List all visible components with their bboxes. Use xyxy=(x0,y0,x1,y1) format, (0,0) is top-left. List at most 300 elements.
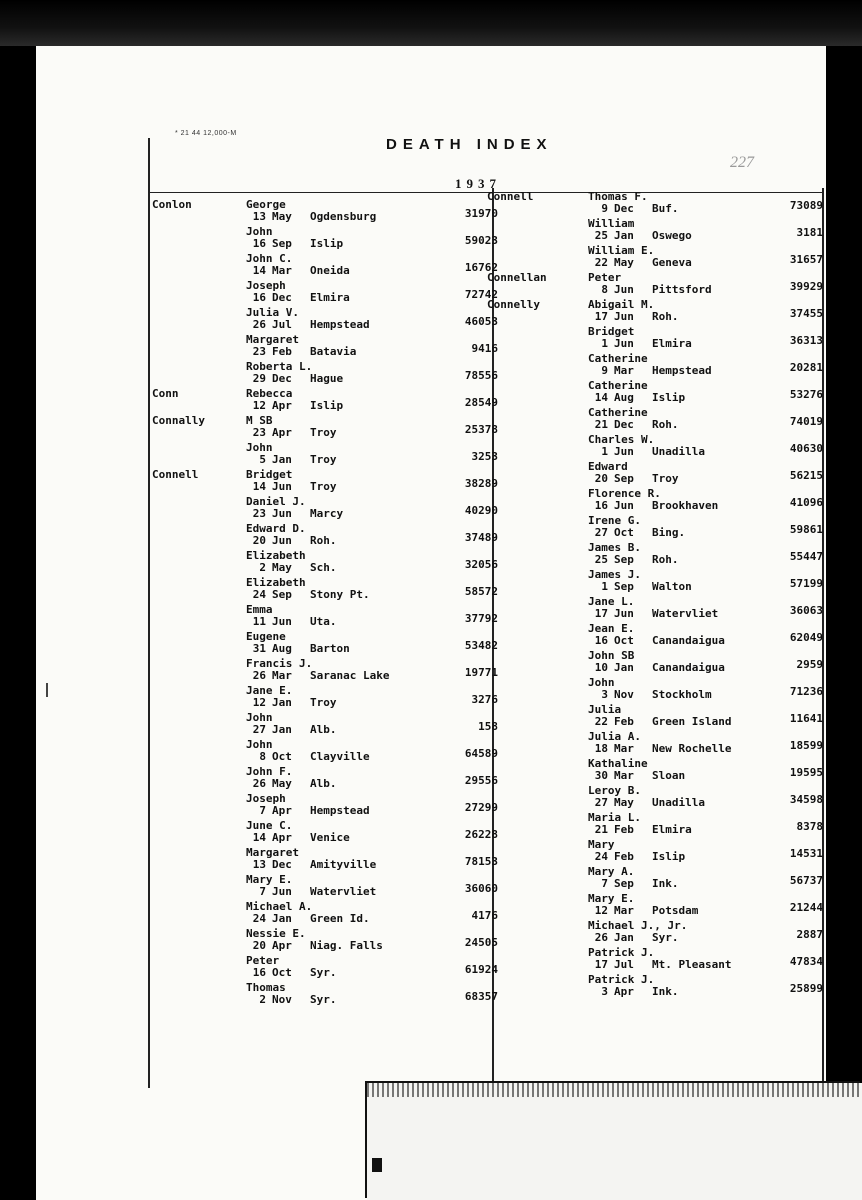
death-month: Mar xyxy=(614,742,634,755)
death-day: 13 xyxy=(252,858,266,871)
given-name: John C. xyxy=(246,252,293,265)
death-day: 21 xyxy=(594,418,608,431)
certificate-number: 64589 xyxy=(464,747,498,760)
index-entry xyxy=(152,468,498,495)
death-place: Oneida xyxy=(310,264,350,277)
death-month: Mar xyxy=(614,364,634,377)
given-name: John F. xyxy=(246,765,293,778)
given-name: Joseph xyxy=(246,279,286,292)
given-name: Thomas F. xyxy=(588,190,648,203)
index-entry xyxy=(152,711,498,738)
given-name: Thomas xyxy=(246,981,286,994)
index-entry xyxy=(487,946,827,973)
given-name: Nessie E. xyxy=(246,927,306,940)
index-entry xyxy=(152,414,498,441)
death-detail xyxy=(592,310,679,323)
death-day: 13 xyxy=(252,210,266,223)
death-day: 16 xyxy=(252,966,266,979)
index-entry xyxy=(487,892,827,919)
death-place: Islip xyxy=(652,391,686,404)
certificate-number: 19595 xyxy=(789,766,823,779)
death-day: 1 xyxy=(601,337,608,350)
death-day: 20 xyxy=(594,472,608,485)
certificate-number: 57199 xyxy=(789,577,823,590)
death-detail xyxy=(250,750,370,763)
death-day: 27 xyxy=(594,796,608,809)
given-name: Rebecca xyxy=(246,387,293,400)
given-name: Margaret xyxy=(246,333,299,346)
certificate-number: 2959 xyxy=(796,658,823,671)
death-month: Feb xyxy=(614,850,634,863)
index-entry xyxy=(487,190,827,217)
death-detail xyxy=(592,931,679,944)
death-place: Sloan xyxy=(652,769,686,782)
death-detail xyxy=(592,472,679,485)
left-column xyxy=(152,198,498,1008)
death-detail xyxy=(592,688,712,701)
death-day: 20 xyxy=(252,534,266,547)
death-day: 2 xyxy=(259,561,266,574)
death-day: 14 xyxy=(252,831,266,844)
death-month: Jun xyxy=(614,283,634,296)
death-detail xyxy=(250,885,376,898)
index-entry xyxy=(152,846,498,873)
death-day: 22 xyxy=(594,256,608,269)
death-place: Hempstead xyxy=(310,318,370,331)
death-place: Mt. Pleasant xyxy=(652,958,732,971)
given-name: Michael A. xyxy=(246,900,313,913)
death-detail xyxy=(592,364,712,377)
given-name: Maria L. xyxy=(588,811,641,824)
given-name: John xyxy=(246,225,273,238)
certificate-number: 61924 xyxy=(464,963,498,976)
given-name: Francis J. xyxy=(246,657,313,670)
death-place: Elmira xyxy=(652,337,692,350)
death-detail xyxy=(250,210,376,223)
certificate-number: 78556 xyxy=(464,369,498,382)
certificate-number: 71236 xyxy=(789,685,823,698)
page-number: 227 xyxy=(730,154,754,171)
death-place: Unadilla xyxy=(652,796,705,809)
certificate-number: 31657 xyxy=(789,253,823,266)
death-place: Canandaigua xyxy=(652,661,725,674)
index-entry xyxy=(152,819,498,846)
death-place: Syr. xyxy=(310,966,337,979)
death-place: Marcy xyxy=(310,507,344,520)
index-entry xyxy=(152,387,498,414)
death-place: Walton xyxy=(652,580,692,593)
death-month: Mar xyxy=(614,769,634,782)
death-place: Stockholm xyxy=(652,688,712,701)
death-place: Islip xyxy=(310,399,344,412)
death-day: 7 xyxy=(259,885,266,898)
death-month: Nov xyxy=(614,688,634,701)
index-entry xyxy=(487,973,827,1000)
given-name: Catherine xyxy=(588,379,648,392)
death-detail xyxy=(250,939,383,952)
death-detail xyxy=(592,715,731,728)
death-detail xyxy=(592,526,685,539)
given-name: Mary E. xyxy=(246,873,293,886)
death-detail xyxy=(250,912,370,925)
index-entry xyxy=(152,252,498,279)
death-month: Feb xyxy=(614,715,634,728)
certificate-number: 46053 xyxy=(464,315,498,328)
overlapping-paper-edge xyxy=(367,1083,862,1097)
death-detail xyxy=(592,985,679,998)
given-name: Roberta L. xyxy=(246,360,313,373)
death-place: Saranac Lake xyxy=(310,669,390,682)
death-day: 24 xyxy=(252,912,266,925)
death-day: 23 xyxy=(252,345,266,358)
death-detail xyxy=(592,283,712,296)
death-month: Oct xyxy=(272,966,292,979)
death-place: Green Island xyxy=(652,715,732,728)
given-name: Elizabeth xyxy=(246,576,306,589)
given-name: Jane L. xyxy=(588,595,635,608)
death-day: 27 xyxy=(594,526,608,539)
index-entry xyxy=(487,703,827,730)
given-name: M SB xyxy=(246,414,273,427)
death-day: 29 xyxy=(252,372,266,385)
certificate-number: 36060 xyxy=(464,882,498,895)
death-place: Hempstead xyxy=(310,804,370,817)
death-day: 16 xyxy=(252,237,266,250)
death-month: Sep xyxy=(614,472,634,485)
death-day: 16 xyxy=(594,499,608,512)
death-detail xyxy=(592,769,685,782)
death-month: Jul xyxy=(614,958,634,971)
given-name: Kathaline xyxy=(588,757,648,770)
index-entry xyxy=(487,406,827,433)
death-day: 25 xyxy=(594,229,608,242)
index-entry xyxy=(487,811,827,838)
given-name: Elizabeth xyxy=(246,549,306,562)
death-day: 12 xyxy=(594,904,608,917)
death-detail xyxy=(250,966,337,979)
death-month: Sep xyxy=(272,237,292,250)
death-day: 12 xyxy=(252,399,266,412)
certificate-number: 36063 xyxy=(789,604,823,617)
death-month: Jun xyxy=(614,499,634,512)
index-entry xyxy=(487,541,827,568)
given-name: Emma xyxy=(246,603,273,616)
index-entry xyxy=(152,495,498,522)
form-code: * 21 44 12,000-M xyxy=(175,130,237,137)
index-entry xyxy=(487,676,827,703)
death-day: 12 xyxy=(252,696,266,709)
death-month: Jun xyxy=(272,534,292,547)
death-month: Nov xyxy=(272,993,292,1006)
given-name: George xyxy=(246,198,286,211)
death-place: Troy xyxy=(310,453,337,466)
death-day: 25 xyxy=(594,553,608,566)
certificate-number: 53482 xyxy=(464,639,498,652)
given-name: Patrick J. xyxy=(588,973,655,986)
given-name: Patrick J. xyxy=(588,946,655,959)
given-name: Leroy B. xyxy=(588,784,641,797)
death-month: Jul xyxy=(272,318,292,331)
given-name: Julia A. xyxy=(588,730,641,743)
death-month: Apr xyxy=(272,831,292,844)
death-place: Roh. xyxy=(652,418,679,431)
certificate-number: 37489 xyxy=(464,531,498,544)
death-place: Islip xyxy=(310,237,344,250)
certificate-number: 20281 xyxy=(789,361,823,374)
given-name: Joseph xyxy=(246,792,286,805)
index-entry xyxy=(487,784,827,811)
certificate-number: 3181 xyxy=(796,226,823,239)
death-day: 1 xyxy=(601,445,608,458)
surname: Conlon xyxy=(152,198,192,211)
death-detail xyxy=(250,831,350,844)
index-entry xyxy=(152,657,498,684)
index-entry xyxy=(487,244,827,271)
certificate-number: 158 xyxy=(478,720,498,733)
given-name: John SB xyxy=(588,649,635,662)
scan-top-border xyxy=(0,0,862,46)
death-month: Dec xyxy=(272,372,292,385)
death-day: 8 xyxy=(259,750,266,763)
certificate-number: 32056 xyxy=(464,558,498,571)
index-entry xyxy=(487,379,827,406)
death-detail xyxy=(592,256,692,269)
death-month: Mar xyxy=(272,669,292,682)
certificate-number: 19771 xyxy=(464,666,498,679)
death-day: 26 xyxy=(252,669,266,682)
given-name: Margaret xyxy=(246,846,299,859)
index-entry xyxy=(487,514,827,541)
death-month: Jun xyxy=(614,607,634,620)
certificate-number: 78153 xyxy=(464,855,498,868)
death-place: Troy xyxy=(652,472,679,485)
death-month: May xyxy=(272,210,292,223)
certificate-number: 68357 xyxy=(464,990,498,1003)
certificate-number: 25378 xyxy=(464,423,498,436)
given-name: Julia V. xyxy=(246,306,299,319)
death-detail xyxy=(592,823,692,836)
death-place: Venice xyxy=(310,831,350,844)
given-name: Irene G. xyxy=(588,514,641,527)
death-detail xyxy=(592,904,698,917)
index-entry xyxy=(152,900,498,927)
death-place: Syr. xyxy=(310,993,337,1006)
death-day: 17 xyxy=(594,310,608,323)
death-place: Green Id. xyxy=(310,912,370,925)
death-detail xyxy=(592,634,725,647)
given-name: Jane E. xyxy=(246,684,293,697)
death-detail xyxy=(250,237,343,250)
given-name: Julia xyxy=(588,703,622,716)
death-day: 17 xyxy=(594,607,608,620)
given-name: Abigail M. xyxy=(588,298,655,311)
death-month: Jan xyxy=(614,229,634,242)
certificate-number: 59861 xyxy=(789,523,823,536)
death-place: Stony Pt. xyxy=(310,588,370,601)
surname: Connally xyxy=(152,414,205,427)
index-entry xyxy=(487,217,827,244)
death-month: Feb xyxy=(272,345,292,358)
given-name: Catherine xyxy=(588,406,648,419)
death-month: Mar xyxy=(614,904,634,917)
death-place: Sch. xyxy=(310,561,337,574)
death-detail xyxy=(592,850,685,863)
given-name: Mary E. xyxy=(588,892,635,905)
given-name: Catherine xyxy=(588,352,648,365)
death-detail xyxy=(592,580,692,593)
index-entry xyxy=(487,649,827,676)
index-entry xyxy=(487,730,827,757)
death-month: Jun xyxy=(272,480,292,493)
death-place: Barton xyxy=(310,642,350,655)
certificate-number: 26228 xyxy=(464,828,498,841)
death-detail xyxy=(250,561,337,574)
death-detail xyxy=(592,607,718,620)
death-month: Jan xyxy=(272,723,292,736)
death-month: Oct xyxy=(614,634,634,647)
death-place: Ogdensburg xyxy=(310,210,377,223)
given-name: Michael J., Jr. xyxy=(588,919,688,932)
death-detail xyxy=(250,318,370,331)
death-day: 7 xyxy=(259,804,266,817)
certificate-number: 47834 xyxy=(789,955,823,968)
index-entry xyxy=(487,568,827,595)
death-place: Syr. xyxy=(652,931,679,944)
given-name: Edward D. xyxy=(246,522,306,535)
certificate-number: 62049 xyxy=(789,631,823,644)
death-place: New Rochelle xyxy=(652,742,732,755)
death-month: Jun xyxy=(272,615,292,628)
certificate-number: 21244 xyxy=(789,901,823,914)
death-day: 21 xyxy=(594,823,608,836)
death-day: 9 xyxy=(601,364,608,377)
index-entry xyxy=(152,927,498,954)
death-month: Jun xyxy=(272,507,292,520)
certificate-number: 40290 xyxy=(464,504,498,517)
certificate-number: 8378 xyxy=(796,820,823,833)
given-name: Charles W. xyxy=(588,433,655,446)
death-month: Mar xyxy=(272,264,292,277)
death-detail xyxy=(592,337,692,350)
certificate-number: 55447 xyxy=(789,550,823,563)
death-month: Sep xyxy=(614,553,634,566)
death-day: 27 xyxy=(252,723,266,736)
death-day: 3 xyxy=(601,985,608,998)
given-name: William E. xyxy=(588,244,655,257)
given-name: William xyxy=(588,217,635,230)
death-month: Feb xyxy=(614,823,634,836)
index-entry xyxy=(487,298,827,325)
death-day: 1 xyxy=(601,580,608,593)
death-day: 5 xyxy=(259,453,266,466)
death-place: Watervliet xyxy=(652,607,719,620)
death-place: Islip xyxy=(652,850,686,863)
death-month: May xyxy=(272,777,292,790)
certificate-number: 29556 xyxy=(464,774,498,787)
death-month: Sep xyxy=(614,580,634,593)
index-entry xyxy=(152,441,498,468)
death-month: Jun xyxy=(614,445,634,458)
index-entry xyxy=(487,865,827,892)
death-month: Jun xyxy=(614,310,634,323)
death-day: 23 xyxy=(252,507,266,520)
overlapping-paper xyxy=(367,1083,862,1200)
given-name: Florence R. xyxy=(588,487,661,500)
death-month: Apr xyxy=(614,985,634,998)
death-place: Roh. xyxy=(652,310,679,323)
given-name: Mary A. xyxy=(588,865,635,878)
death-month: Aug xyxy=(272,642,292,655)
certificate-number: 3253 xyxy=(471,450,498,463)
death-month: May xyxy=(614,796,634,809)
death-detail xyxy=(592,229,692,242)
given-name: John xyxy=(246,711,273,724)
death-detail xyxy=(592,958,731,971)
death-month: Jan xyxy=(614,661,634,674)
death-place: Hague xyxy=(310,372,344,385)
given-name: June C. xyxy=(246,819,293,832)
certificate-number: 56215 xyxy=(789,469,823,482)
death-detail xyxy=(250,669,389,682)
death-day: 23 xyxy=(252,426,266,439)
left-margin-rule xyxy=(148,138,150,1088)
margin-mark xyxy=(46,683,48,697)
death-place: Canandaigua xyxy=(652,634,725,647)
index-entry xyxy=(152,792,498,819)
death-month: May xyxy=(614,256,634,269)
death-place: Brookhaven xyxy=(652,499,719,512)
death-place: Hempstead xyxy=(652,364,712,377)
death-detail xyxy=(250,507,343,520)
death-detail xyxy=(250,480,337,493)
death-month: Sep xyxy=(614,877,634,890)
death-day: 16 xyxy=(252,291,266,304)
index-entry xyxy=(152,306,498,333)
index-entry xyxy=(152,603,498,630)
death-day: 8 xyxy=(601,283,608,296)
death-day: 24 xyxy=(252,588,266,601)
certificate-number: 25899 xyxy=(789,982,823,995)
death-detail xyxy=(592,877,679,890)
death-detail xyxy=(592,418,679,431)
death-detail xyxy=(250,453,337,466)
death-place: Alb. xyxy=(310,777,337,790)
certificate-number: 11641 xyxy=(789,712,823,725)
death-place: Batavia xyxy=(310,345,357,358)
index-entry xyxy=(152,630,498,657)
death-day: 22 xyxy=(594,715,608,728)
death-detail xyxy=(592,742,731,755)
death-detail xyxy=(250,723,337,736)
given-name: Peter xyxy=(588,271,622,284)
death-detail xyxy=(250,615,337,628)
surname: Connell xyxy=(152,468,199,481)
death-month: Dec xyxy=(614,418,634,431)
death-day: 18 xyxy=(594,742,608,755)
death-day: 24 xyxy=(594,850,608,863)
certificate-number: 28549 xyxy=(464,396,498,409)
death-month: Jan xyxy=(272,912,292,925)
certificate-number: 3276 xyxy=(471,693,498,706)
death-day: 7 xyxy=(601,877,608,890)
certificate-number: 74019 xyxy=(789,415,823,428)
death-detail xyxy=(592,499,718,512)
death-month: Aug xyxy=(614,391,634,404)
page-title: DEATH INDEX xyxy=(386,136,553,153)
death-month: Jan xyxy=(272,453,292,466)
death-place: Oswego xyxy=(652,229,692,242)
death-month: Sep xyxy=(272,588,292,601)
